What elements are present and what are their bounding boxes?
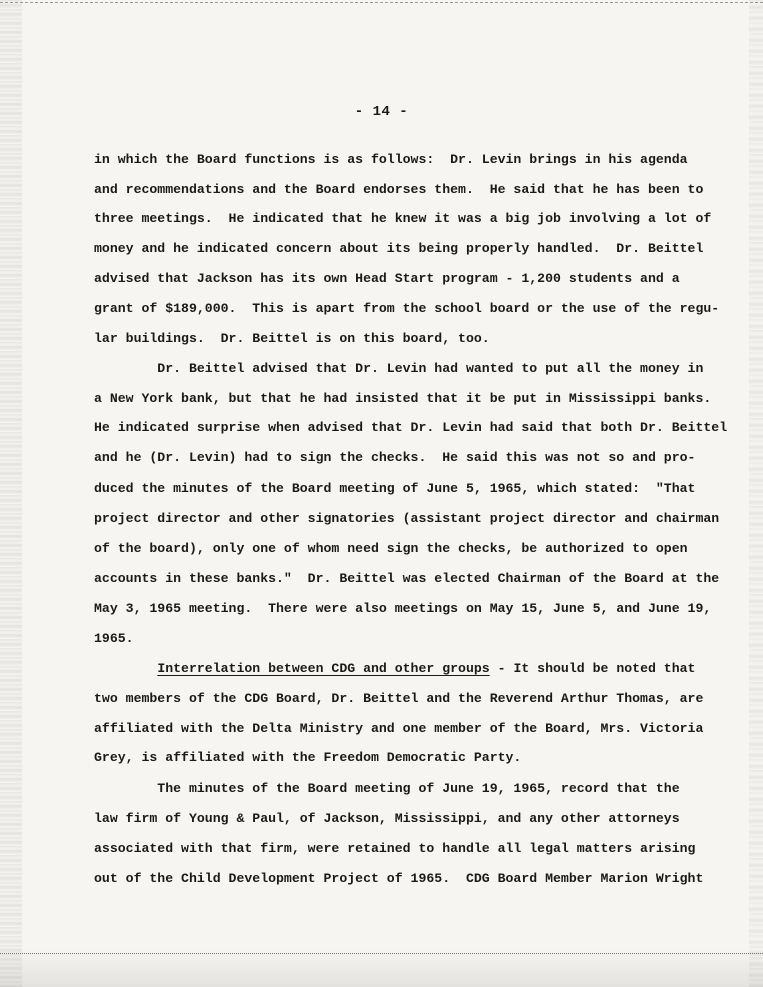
scan-margin-left [0, 0, 22, 987]
text-line: out of the Child Development Project of 1965. CDG Board Member Marion Wright [94, 871, 704, 886]
text-line: May 3, 1965 meeting. There were also meetings on May 15, June 5, and June 19, [94, 601, 712, 616]
text-line: lar buildings. Dr. Beittel is on this board, too. [94, 331, 490, 346]
text-line: 1965. [94, 631, 134, 646]
text-line: a New York bank, but that he had insisted that it be put in Mississippi banks. [94, 391, 712, 406]
text-line: law firm of Young & Paul, of Jackson, Mississippi, and any other attorneys [94, 811, 680, 826]
text-line: advised that Jackson has its own Head Start program - 1,200 students and a [94, 271, 680, 286]
text-line: affiliated with the Delta Ministry and one member of the Board, Mrs. Victoria [94, 721, 704, 736]
text-line: grant of $189,000. This is apart from the school board or the use of the regu- [94, 301, 720, 316]
page-top-edge [0, 2, 763, 3]
text-line: two members of the CDG Board, Dr. Beittel and the Reverend Arthur Thomas, are [94, 691, 704, 706]
heading-line-rest: - It should be noted that [489, 661, 696, 676]
page-bottom-edge [0, 953, 763, 954]
text-line: associated with that firm, were retained to handle all legal matters arising [94, 841, 696, 856]
text-line: in which the Board functions is as follows: Dr. Levin brings in his agenda [94, 152, 688, 167]
text-line: and he (Dr. Levin) had to sign the checks. He said this was not so and pro- [94, 450, 696, 465]
text-line: He indicated surprise when advised that Dr. Levin had said that both Dr. Beittel [94, 420, 728, 435]
text-line: accounts in these banks." Dr. Beittel was elected Chairman of the Board at the [94, 571, 720, 586]
text-line: and recommendations and the Board endorses them. He said that he has been to [94, 182, 704, 197]
text-line: The minutes of the Board meeting of June 19, 1965, record that the [94, 781, 680, 796]
text-line: money and he indicated concern about its being properly handled. Dr. Beittel [94, 241, 704, 256]
scan-margin-right [749, 0, 763, 987]
text-line: project director and other signatories (assistant project director and chairman [94, 511, 720, 526]
text-line: Grey, is affiliated with the Freedom Democratic Party. [94, 750, 522, 765]
section-heading: Interrelation between CDG and other groups [157, 661, 490, 676]
text-line: of the board), only one of whom need sign the checks, be authorized to open [94, 541, 688, 556]
text-line: three meetings. He indicated that he knew it was a big job involving a lot of [94, 211, 712, 226]
heading-indent [94, 661, 157, 676]
text-line: duced the minutes of the Board meeting of June 5, 1965, which stated: "That [94, 481, 696, 496]
text-line: Dr. Beittel advised that Dr. Levin had wanted to put all the money in [94, 361, 704, 376]
section-heading-line [94, 661, 695, 677]
page-number: - 14 - [354, 104, 409, 120]
